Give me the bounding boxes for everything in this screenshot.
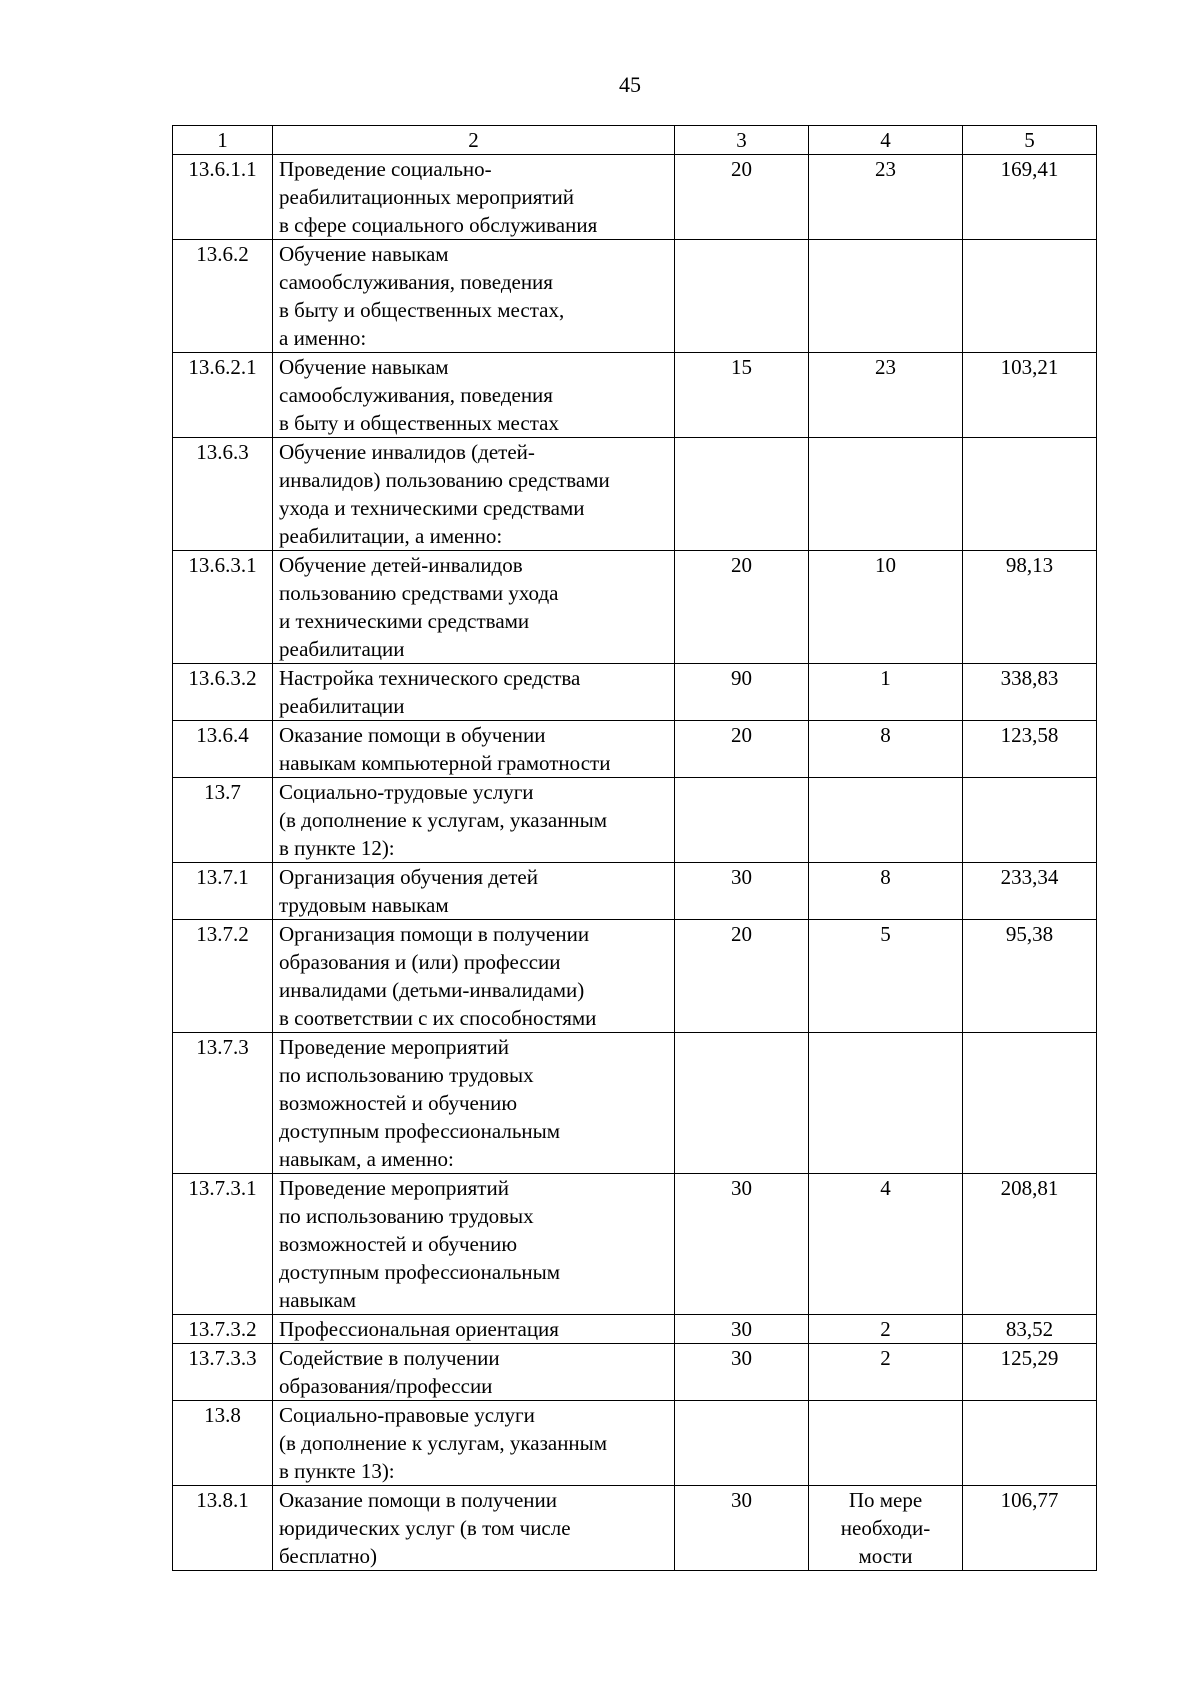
table-row <box>173 438 1097 551</box>
row-code: 13.6.2.1 <box>173 353 273 438</box>
description-line: Социально-трудовые услуги <box>279 780 534 804</box>
col4-line: 2 <box>880 1317 891 1341</box>
table-row <box>173 1401 1097 1486</box>
description-line: по использованию трудовых <box>279 1204 534 1228</box>
description-line: навыкам <box>279 1288 357 1312</box>
row-code: 13.6.3 <box>173 438 273 551</box>
row-code: 13.7.3 <box>173 1033 273 1174</box>
description-line: Социально-правовые услуги <box>279 1403 535 1427</box>
row-description <box>273 1174 675 1315</box>
description-line: Обучение инвалидов (детей- <box>279 440 535 464</box>
row-description <box>273 1033 675 1174</box>
row-code: 13.7.3.2 <box>173 1315 273 1344</box>
row-col5-value: 233,34 <box>963 863 1097 920</box>
row-description <box>273 353 675 438</box>
description-line: самообслуживания, поведения <box>279 383 553 407</box>
header-cell: 4 <box>809 126 963 155</box>
description-line: образования/профессии <box>279 1374 493 1398</box>
table-row <box>173 1315 1097 1344</box>
row-col5-value: 98,13 <box>963 551 1097 664</box>
description-line: доступным профессиональным <box>279 1260 561 1284</box>
row-code: 13.6.4 <box>173 721 273 778</box>
description-line: реабилитации <box>279 637 405 661</box>
description-line: навыкам, а именно: <box>279 1147 454 1171</box>
description-line: бесплатно) <box>279 1544 377 1568</box>
table-row <box>173 920 1097 1033</box>
row-description <box>273 664 675 721</box>
row-col3-value: 20 <box>675 721 809 778</box>
table-row <box>173 353 1097 438</box>
table-row <box>173 863 1097 920</box>
col4-line: 8 <box>880 865 891 889</box>
row-code: 13.7.3.3 <box>173 1344 273 1401</box>
row-col4-value <box>809 551 963 664</box>
row-code: 13.6.2 <box>173 240 273 353</box>
description-line: навыкам компьютерной грамотности <box>279 751 611 775</box>
row-code: 13.8.1 <box>173 1486 273 1571</box>
row-col4-value <box>809 863 963 920</box>
row-code: 13.6.3.2 <box>173 664 273 721</box>
row-col3-value: 30 <box>675 1174 809 1315</box>
col4-line: 4 <box>880 1176 891 1200</box>
row-col4-value <box>809 1486 963 1571</box>
row-description <box>273 1315 675 1344</box>
row-col4-value <box>809 1315 963 1344</box>
row-col3-value: 30 <box>675 1315 809 1344</box>
header-cell: 5 <box>963 126 1097 155</box>
description-line: и техническими средствами <box>279 609 530 633</box>
row-code: 13.8 <box>173 1401 273 1486</box>
services-table <box>172 125 1097 1571</box>
description-line: юридических услуг (в том числе <box>279 1516 571 1540</box>
row-col3-value <box>675 240 809 353</box>
row-col5-value <box>963 778 1097 863</box>
table-row <box>173 664 1097 721</box>
table-row <box>173 778 1097 863</box>
description-line: в быту и общественных местах, <box>279 298 565 322</box>
row-col5-value <box>963 438 1097 551</box>
description-line: Обучение навыкам <box>279 355 449 379</box>
row-description <box>273 778 675 863</box>
description-line: реабилитационных мероприятий <box>279 185 575 209</box>
description-line: Оказание помощи в получении <box>279 1488 558 1512</box>
row-code: 13.7.2 <box>173 920 273 1033</box>
description-line: доступным профессиональным <box>279 1119 561 1143</box>
description-line: инвалидами (детьми-инвалидами) <box>279 978 585 1002</box>
row-col5-value <box>963 1033 1097 1174</box>
col4-line: 8 <box>880 723 891 747</box>
description-line: Содействие в получении <box>279 1346 500 1370</box>
description-line: инвалидов) пользованию средствами <box>279 468 610 492</box>
description-line: трудовым навыкам <box>279 893 449 917</box>
row-code: 13.7.3.1 <box>173 1174 273 1315</box>
row-col5-value: 125,29 <box>963 1344 1097 1401</box>
description-line: реабилитации <box>279 694 405 718</box>
row-description <box>273 240 675 353</box>
table-row <box>173 240 1097 353</box>
description-line: возможностей и обучению <box>279 1232 518 1256</box>
row-col4-value <box>809 721 963 778</box>
description-line: Проведение мероприятий <box>279 1035 509 1059</box>
row-col4-value <box>809 920 963 1033</box>
row-description <box>273 920 675 1033</box>
table-row <box>173 1174 1097 1315</box>
row-col3-value: 30 <box>675 1344 809 1401</box>
row-col3-value <box>675 1401 809 1486</box>
row-col5-value: 103,21 <box>963 353 1097 438</box>
col4-line: мости <box>858 1544 913 1568</box>
row-col4-value <box>809 664 963 721</box>
row-description <box>273 721 675 778</box>
description-line: по использованию трудовых <box>279 1063 534 1087</box>
col4-line: 23 <box>875 355 896 379</box>
table-row <box>173 1344 1097 1401</box>
row-col3-value: 15 <box>675 353 809 438</box>
row-col5-value: 106,77 <box>963 1486 1097 1571</box>
table-row <box>173 1486 1097 1571</box>
description-line: Профессиональная ориентация <box>279 1317 559 1341</box>
row-col5-value: 208,81 <box>963 1174 1097 1315</box>
description-line: Обучение навыкам <box>279 242 449 266</box>
table-row <box>173 1033 1097 1174</box>
header-cell: 2 <box>273 126 675 155</box>
description-line: образования и (или) профессии <box>279 950 561 974</box>
row-code: 13.6.3.1 <box>173 551 273 664</box>
table-row <box>173 551 1097 664</box>
row-col3-value <box>675 778 809 863</box>
description-line: (в дополнение к услугам, указанным <box>279 1431 608 1455</box>
row-code: 13.7 <box>173 778 273 863</box>
row-col5-value: 83,52 <box>963 1315 1097 1344</box>
description-line: а именно: <box>279 326 367 350</box>
description-line: в сфере социального обслуживания <box>279 213 598 237</box>
row-col4-value <box>809 1033 963 1174</box>
row-col4-value <box>809 353 963 438</box>
row-code: 13.6.1.1 <box>173 155 273 240</box>
row-col4-value <box>809 155 963 240</box>
description-line: (в дополнение к услугам, указанным <box>279 808 608 832</box>
row-col4-value <box>809 1344 963 1401</box>
row-col3-value: 20 <box>675 155 809 240</box>
row-col5-value <box>963 240 1097 353</box>
row-description <box>273 438 675 551</box>
row-col5-value: 338,83 <box>963 664 1097 721</box>
header-cell: 3 <box>675 126 809 155</box>
row-col4-value <box>809 1174 963 1315</box>
col4-line: 5 <box>880 922 891 946</box>
row-col4-value <box>809 778 963 863</box>
description-line: Проведение мероприятий <box>279 1176 509 1200</box>
col4-line: 10 <box>875 553 896 577</box>
row-col5-value: 95,38 <box>963 920 1097 1033</box>
col4-line: 2 <box>880 1346 891 1370</box>
row-description <box>273 863 675 920</box>
table-row <box>173 721 1097 778</box>
col4-line: 1 <box>880 666 891 690</box>
table-body <box>173 126 1097 1571</box>
col4-line: необходи- <box>840 1516 931 1540</box>
description-line: Проведение социально- <box>279 157 492 181</box>
row-col3-value: 20 <box>675 920 809 1033</box>
col4-line: По мере <box>848 1488 923 1512</box>
table-row <box>173 155 1097 240</box>
row-col3-value <box>675 1033 809 1174</box>
row-description <box>273 551 675 664</box>
page-number: 45 <box>619 72 641 97</box>
description-line: Обучение детей-инвалидов <box>279 553 523 577</box>
row-description <box>273 1486 675 1571</box>
row-col3-value <box>675 438 809 551</box>
row-col5-value: 169,41 <box>963 155 1097 240</box>
description-line: Настройка технического средства <box>279 666 581 690</box>
row-col5-value: 123,58 <box>963 721 1097 778</box>
description-line: самообслуживания, поведения <box>279 270 553 294</box>
description-line: Организация помощи в получении <box>279 922 590 946</box>
row-col5-value <box>963 1401 1097 1486</box>
header-row <box>173 126 1097 155</box>
description-line: в соответствии с их способностями <box>279 1006 597 1030</box>
col4-line: 23 <box>875 157 896 181</box>
description-line: Оказание помощи в обучении <box>279 723 546 747</box>
description-line: Организация обучения детей <box>279 865 538 889</box>
description-line: в пункте 13): <box>279 1459 395 1483</box>
row-col4-value <box>809 1401 963 1486</box>
row-description <box>273 155 675 240</box>
description-line: ухода и техническими средствами <box>279 496 585 520</box>
description-line: реабилитации, а именно: <box>279 524 503 548</box>
row-code: 13.7.1 <box>173 863 273 920</box>
row-col4-value <box>809 240 963 353</box>
row-col4-value <box>809 438 963 551</box>
description-line: возможностей и обучению <box>279 1091 518 1115</box>
description-line: в быту и общественных местах <box>279 411 559 435</box>
header-cell: 1 <box>173 126 273 155</box>
row-col3-value: 30 <box>675 1486 809 1571</box>
description-line: в пункте 12): <box>279 836 395 860</box>
row-description <box>273 1401 675 1486</box>
row-col3-value: 20 <box>675 551 809 664</box>
row-col3-value: 30 <box>675 863 809 920</box>
description-line: пользованию средствами ухода <box>279 581 559 605</box>
row-col3-value: 90 <box>675 664 809 721</box>
row-description <box>273 1344 675 1401</box>
